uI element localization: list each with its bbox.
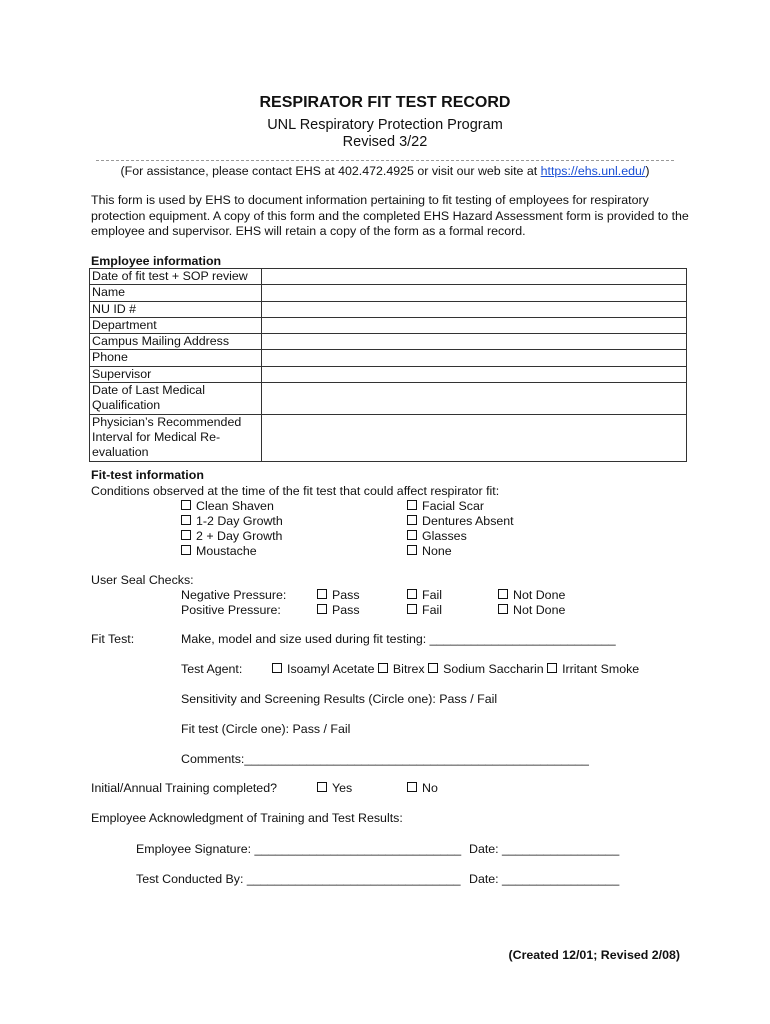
training-yes-option[interactable] [317, 781, 352, 795]
table-row [90, 334, 687, 350]
checkbox-icon[interactable] [181, 530, 191, 540]
condition-facial-scar[interactable] [407, 499, 484, 513]
table-row [90, 383, 687, 415]
value-cell-supervisor[interactable] [262, 366, 687, 382]
condition-label: Moustache [196, 544, 257, 558]
condition-dentures-absent[interactable] [407, 514, 514, 528]
comments-field[interactable]: Comments:__________________________________________________ [181, 752, 589, 766]
table-row [90, 350, 687, 366]
checkbox-icon[interactable] [407, 604, 417, 614]
row-label-supervisor: Supervisor [90, 366, 262, 382]
option-label: Not Done [513, 603, 566, 617]
agent-label: Sodium Saccharin [443, 662, 544, 676]
condition-moustache[interactable] [181, 544, 257, 558]
sensitivity-results[interactable]: Sensitivity and Screening Results (Circle one): Pass / Fail [181, 692, 498, 706]
value-cell-department[interactable] [262, 317, 687, 333]
table-row [90, 301, 687, 317]
agent-sodium-saccharin[interactable] [428, 662, 544, 676]
positive-not-done-option[interactable] [498, 603, 565, 617]
checkbox-icon[interactable] [407, 530, 417, 540]
negative-fail-option[interactable] [407, 588, 442, 602]
condition-glasses[interactable] [407, 529, 467, 543]
checkbox-icon[interactable] [317, 604, 327, 614]
condition-clean-shaven[interactable] [181, 499, 274, 513]
checkbox-icon[interactable] [181, 515, 191, 525]
assistance-text: (For assistance, please contact EHS at 402.472.4925 or visit our web site at [120, 164, 541, 178]
employee-info-heading: Employee information [91, 254, 222, 268]
table-row [90, 285, 687, 301]
option-label: Not Done [513, 588, 566, 602]
checkbox-icon[interactable] [181, 545, 191, 555]
row-label-reevaluation: Physician’s Recommended Interval for Medical Re-evaluation [90, 414, 262, 461]
checkbox-icon[interactable] [407, 515, 417, 525]
checkbox-icon[interactable] [498, 589, 508, 599]
test-conducted-by-field[interactable]: Test Conducted By: _______________________________ [136, 872, 461, 886]
program-name: UNL Respiratory Protection Program [267, 117, 503, 133]
condition-2-plus-day-growth[interactable] [181, 529, 282, 543]
test-conducted-date-field[interactable]: Date: _________________ [469, 872, 620, 886]
table-row [90, 317, 687, 333]
value-cell-mailing-address[interactable] [262, 334, 687, 350]
condition-label: 2 + Day Growth [196, 529, 283, 543]
option-label: Fail [422, 603, 442, 617]
value-cell-date-fit-test[interactable] [262, 269, 687, 285]
checkbox-icon[interactable] [498, 604, 508, 614]
row-label-phone: Phone [90, 350, 262, 366]
positive-pressure-label: Positive Pressure: [181, 603, 281, 617]
row-label-date-fit-test: Date of fit test + SOP review [90, 269, 262, 285]
positive-fail-option[interactable] [407, 603, 442, 617]
seal-checks-label: User Seal Checks: [91, 573, 194, 587]
row-label-last-medical: Date of Last Medical Qualification [90, 383, 262, 415]
intro-paragraph: This form is used by EHS to document information pertaining to fit testing of employees for respiratory protection equipment. A copy of this form and the completed EHS Hazard Assessment form is provided to the employee and supervisor. EHS will retain a copy of the form as a formal record. [91, 193, 689, 238]
employee-info-table [89, 268, 687, 462]
value-cell-reevaluation[interactable] [262, 414, 687, 461]
acknowledgment-heading: Employee Acknowledgment of Training and Test Results: [91, 811, 403, 825]
table-row [90, 269, 687, 285]
assistance-note [0, 164, 770, 178]
condition-label: 1-2 Day Growth [196, 514, 283, 528]
condition-label: Facial Scar [422, 499, 484, 513]
option-label: Pass [332, 603, 360, 617]
assistance-close: ) [645, 164, 650, 178]
negative-pressure-label: Negative Pressure: [181, 588, 287, 602]
positive-pass-option[interactable] [317, 603, 360, 617]
value-cell-phone[interactable] [262, 350, 687, 366]
test-agent-options [272, 662, 639, 676]
checkbox-icon[interactable] [407, 500, 417, 510]
checkbox-icon[interactable] [407, 545, 417, 555]
table-row [90, 414, 687, 461]
ehs-website-link[interactable]: https://ehs.unl.edu/ [540, 164, 646, 178]
test-agent-label: Test Agent: [181, 662, 243, 676]
row-label-nuid: NU ID # [90, 301, 262, 317]
divider [96, 160, 674, 161]
row-label-department: Department [90, 317, 262, 333]
checkbox-icon[interactable] [317, 589, 327, 599]
training-no-option[interactable] [407, 781, 438, 795]
negative-pass-option[interactable] [317, 588, 360, 602]
table-row [90, 366, 687, 382]
option-label: Pass [332, 588, 360, 602]
negative-not-done-option[interactable] [498, 588, 565, 602]
agent-irritant-smoke[interactable] [547, 662, 639, 676]
agent-label: Isoamyl Acetate [287, 662, 375, 676]
option-label: Yes [332, 781, 353, 795]
employee-signature-date-field[interactable]: Date: _________________ [469, 842, 620, 856]
checkbox-icon[interactable] [181, 500, 191, 510]
value-cell-name[interactable] [262, 285, 687, 301]
agent-isoamyl-acetate[interactable] [272, 662, 374, 676]
make-model-field[interactable]: Make, model and size used during fit testing: ___________________________ [181, 632, 616, 646]
checkbox-icon[interactable] [407, 782, 417, 792]
checkbox-icon[interactable] [407, 589, 417, 599]
revision-footer: (Created 12/01; Revised 2/08) [508, 948, 680, 962]
option-label: No [422, 781, 438, 795]
revision-date: Revised 3/22 [342, 134, 428, 150]
fit-test-label: Fit Test: [91, 632, 135, 646]
value-cell-nuid[interactable] [262, 301, 687, 317]
row-label-name: Name [90, 285, 262, 301]
agent-label: Irritant Smoke [562, 662, 640, 676]
fit-test-heading: Fit-test information [91, 468, 204, 482]
training-label: Initial/Annual Training completed? [91, 781, 277, 795]
checkbox-icon[interactable] [378, 663, 388, 673]
checkbox-icon[interactable] [317, 782, 327, 792]
condition-label: None [422, 544, 452, 558]
value-cell-last-medical[interactable] [262, 383, 687, 415]
row-label-mailing-address: Campus Mailing Address [90, 334, 262, 350]
agent-bitrex[interactable] [378, 662, 425, 676]
conditions-intro: Conditions observed at the time of the fit test that could affect respirator fit: [91, 484, 500, 498]
condition-1-2-day-growth[interactable] [181, 514, 283, 528]
condition-label: Clean Shaven [196, 499, 274, 513]
condition-none[interactable] [407, 544, 452, 558]
checkbox-icon[interactable] [272, 663, 282, 673]
fit-test-result[interactable]: Fit test (Circle one): Pass / Fail [181, 722, 351, 736]
agent-label: Bitrex [392, 662, 425, 676]
option-label: Fail [422, 588, 442, 602]
form-title: RESPIRATOR FIT TEST RECORD [259, 94, 511, 111]
condition-label: Glasses [422, 529, 467, 543]
condition-label: Dentures Absent [422, 514, 514, 528]
checkbox-icon[interactable] [547, 663, 557, 673]
employee-signature-field[interactable]: Employee Signature: ______________________________ [136, 842, 462, 856]
checkbox-icon[interactable] [428, 663, 438, 673]
